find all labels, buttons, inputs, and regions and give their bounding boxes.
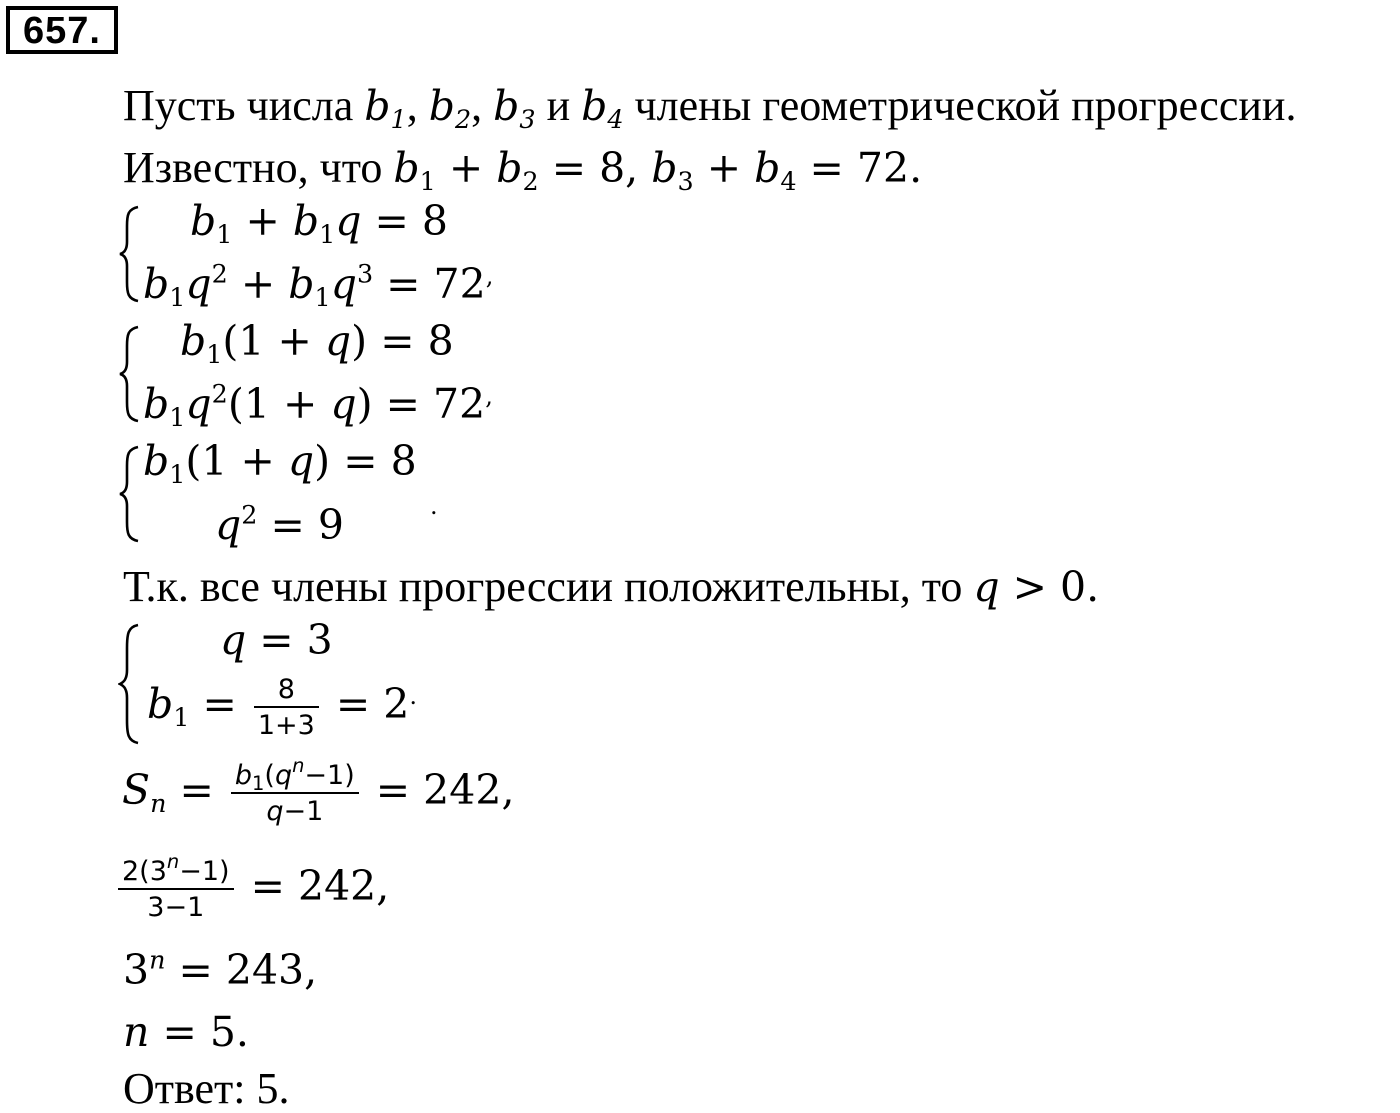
system3-eq1: $b_1(1 + q) = 8$ <box>143 437 417 490</box>
fraction-substituted: $\frac{2(3^n-1)}{3-1}$ <box>118 858 234 921</box>
fraction-sum: $\frac{b_1(q^n-1)}{q-1}$ <box>231 762 359 825</box>
fraction-8-over-4: $\frac{8}{1+3}$ <box>254 676 319 739</box>
sum-formula: $S_n$ = $\frac{b_1(q^n-1)}{q-1}$ = 242, <box>122 753 515 827</box>
substituted-formula: $\frac{2(3^n-1)}{3-1}$ = 242, <box>118 858 389 921</box>
system2-eq2: $b_1q^2(1 + q) = 72^,$ <box>143 378 493 433</box>
statement-tail: члены геометрической прогрессии. <box>634 81 1297 130</box>
statement-line-1: Пусть числа $b_1$, $b_2$, $b_3$ и $b_4$ члены геометрической прогрессии. <box>123 81 1297 135</box>
answer-line: Ответ: 5. <box>123 1064 290 1113</box>
power-equation: $3^n = 243$, <box>123 944 318 994</box>
statement-line-2: Известно, что $b_1 + b_2 = 8$, $b_3 + b_4 = 72$. <box>123 143 923 197</box>
brace-icon <box>118 204 144 304</box>
known-intro: Известно, что <box>123 143 383 192</box>
solution-n: n = 5. <box>123 1008 249 1056</box>
positivity-line: Т.к. все члены прогрессии положительны, то q > 0. <box>123 562 1100 611</box>
system3-eq2: $q^2 = 9$ <box>215 499 344 549</box>
statement-and: и <box>546 81 571 130</box>
brace-icon <box>118 324 144 424</box>
brace-icon <box>118 444 144 544</box>
system1-eq2: $b_1q^2 + b_1q^3 = 72^,$ <box>143 258 494 313</box>
positivity-note: Т.к. все члены прогрессии положительны, то <box>123 562 963 611</box>
brace-icon <box>118 622 144 746</box>
system1-eq1: $b_1 + b_1q = 8$ <box>190 197 449 250</box>
system4-eq1: q = 3 <box>220 616 333 664</box>
statement-intro: Пусть числа <box>123 81 354 130</box>
problem-number: 657. <box>6 6 118 54</box>
stray-dot: . <box>430 492 438 520</box>
system2-eq1: $b_1(1 + q) = 8$ <box>180 317 454 370</box>
system4-eq2: $b_1$ = $\frac{8}{1+3}$ = 2. <box>147 674 417 741</box>
